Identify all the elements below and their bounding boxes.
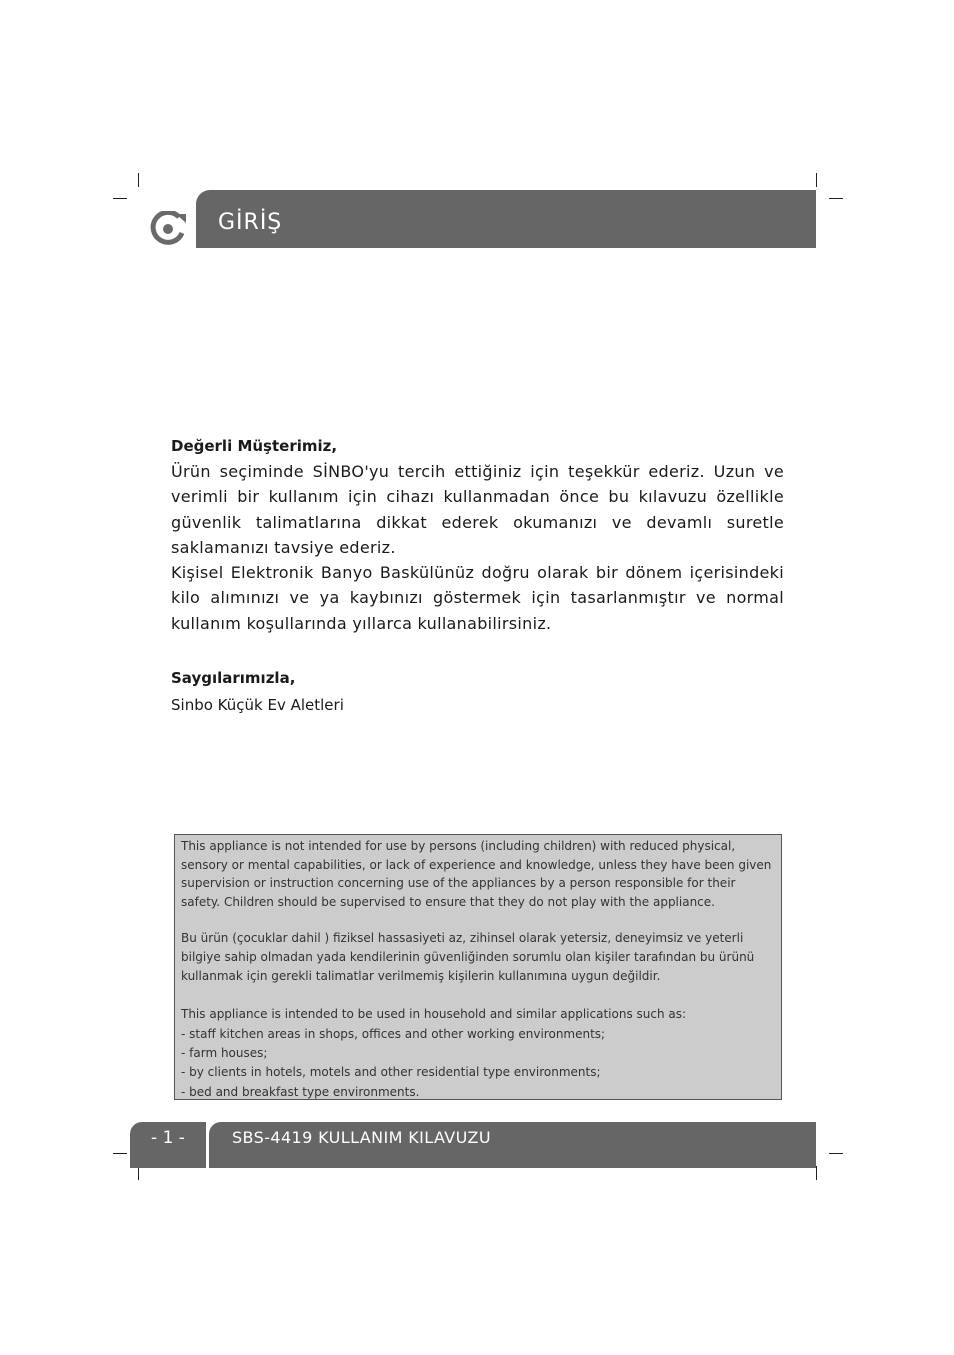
footer-bar: [209, 1122, 816, 1168]
crop-mark: [816, 173, 817, 187]
safety-notice-box: [174, 834, 782, 1100]
usage-item: - by clients in hotels, motels and other residential type environments;: [181, 1065, 601, 1080]
crop-mark: [829, 198, 843, 199]
intro-paragraph-2: Kişisel Elektronik Banyo Baskülünüz doğru olarak bir dönem içerisindeki kilo alımınızı ve ya kaybınızı göstermek için tasarlanmıştır ve normal kullanım koşullarında yıllarca kullanabilirsiniz.: [171, 563, 784, 633]
crop-mark: [113, 1153, 127, 1154]
page-number: - 1 -: [151, 1128, 185, 1148]
crop-mark: [829, 1153, 843, 1154]
intro-paragraph-1: Ürün seçiminde SİNBO'yu tercih ettiğiniz için teşekkür ederiz. Uzun ve verimli bir kullanım için cihazı kullanmadan önce bu kılavuzu özellikle güvenlik talimatlarına dikkat ederek okumanızı ve devamlı suretle saklamanızı tavsiye ederiz.: [171, 462, 784, 557]
crop-mark: [816, 1166, 817, 1180]
usage-item: - staff kitchen areas in shops, offices and other working environments;: [181, 1026, 606, 1041]
signature: Sinbo Küçük Ev Aletleri: [171, 696, 344, 715]
section-header-bar: [196, 190, 816, 248]
closing: Saygılarımızla,: [171, 669, 296, 688]
crop-mark: [113, 198, 127, 199]
crop-mark: [138, 1166, 139, 1180]
usage-intro: This appliance is intended to be used in household and similar applications such as:: [181, 1007, 687, 1022]
manual-title: SBS-4419 KULLANIM KILAVUZU: [232, 1128, 491, 1147]
page-number-tab: [130, 1122, 206, 1168]
turkish-warning: Bu ürün (çocuklar dahil ) fiziksel hassasiyeti az, zihinsel olarak yetersiz, deneyimsiz ve yeterli bilgiye sahip olmadan yada kendilerinin güvenliğinden sorumlu olan kişiler tarafından bu ürünü kullanmak için gerekli talimatlar verilmemiş kişilerin kullanımına uygun değildir.: [181, 931, 755, 983]
intro-section: [171, 437, 784, 714]
sinbo-logo-icon: [149, 211, 187, 247]
usage-item: - farm houses;: [181, 1045, 268, 1060]
english-warning: This appliance is not intended for use by persons (including children) with reduced physical, sensory or mental capabilities, or lack of experience and knowledge, unless they have been given supervision or instruction concerning use of the appliances by a person responsible for their safety. Children should be supervised to ensure that they do not play with the appliance.: [181, 839, 772, 909]
greeting: Değerli Müşterimiz,: [171, 437, 338, 455]
usage-item: - bed and breakfast type environments.: [181, 1084, 420, 1099]
section-title: GİRİŞ: [218, 210, 283, 235]
crop-mark: [138, 173, 139, 187]
